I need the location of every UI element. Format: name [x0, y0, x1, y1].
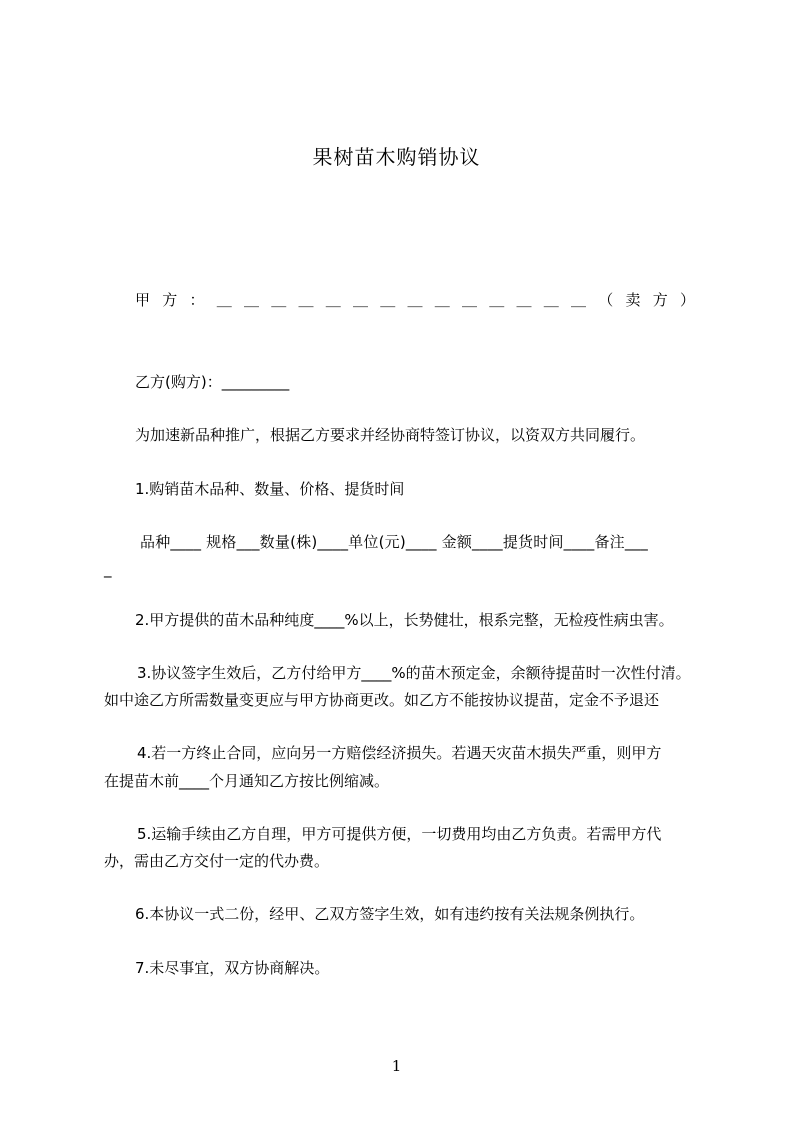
clause-3-line-2: 如中途乙方所需数量变更应与甲方协商更改。如乙方不能按协议提苗，定金不予退还 [104, 691, 660, 709]
clause-1-fields-line-2: _ [104, 560, 112, 578]
clause-5-line-2: 办，需由乙方交付一定的代办费。 [104, 852, 330, 870]
clause-3-line-1: 3.协议签字生效后，乙方付给甲方____%的苗木预定金，余额待提苗时一次性付清。 [137, 664, 691, 682]
clause-4-line-2: 在提苗木前____个月通知乙方按比例缩减。 [104, 772, 390, 790]
party-a-colon: ： [189, 291, 209, 309]
party-a-label-2: 方 [162, 291, 182, 309]
clause-1-fields-line-1: 品种____ 规格___数量(株)____单位(元)____ 金额____提货时间____备注___ [140, 533, 648, 551]
intro-paragraph: 为加速新品种推广，根据乙方要求并经协商特签订协议，以资双方共同履行。 [135, 426, 646, 444]
clause-6: 6.本协议一式二份，经甲、乙双方签字生效，如有违约按有关法规条例执行。 [135, 905, 645, 923]
clause-1-heading: 1.购销苗木品种、数量、价格、提货时间 [135, 480, 405, 498]
party-b-line: 乙方(购方)：_________ [135, 373, 290, 391]
clause-2: 2.甲方提供的苗木品种纯度____%以上，长势健壮，根系完整，无检疫性病虫害。 [135, 611, 674, 629]
party-a-line [135, 290, 695, 310]
clause-7: 7.未尽事宜，双方协商解决。 [135, 959, 330, 977]
party-a-label-1: 甲 [135, 291, 154, 309]
document-title: 果树苗木购销协议 [312, 145, 481, 169]
party-a-blank: ＿ ＿ ＿ ＿ ＿ ＿ ＿ ＿ ＿ ＿ ＿ ＿ ＿ ＿ [216, 291, 590, 309]
page-number: 1 [391, 1057, 402, 1075]
clause-4-line-1: 4.若一方终止合同，应向另一方赔偿经济损失。若遇天灾苗木损失严重，则甲方 [137, 744, 662, 762]
clause-5-line-1: 5.运输手续由乙方自理，甲方可提供方便，一切费用均由乙方负责。若需甲方代 [137, 825, 662, 843]
party-a-role: （ 卖 方 ） [598, 291, 695, 309]
